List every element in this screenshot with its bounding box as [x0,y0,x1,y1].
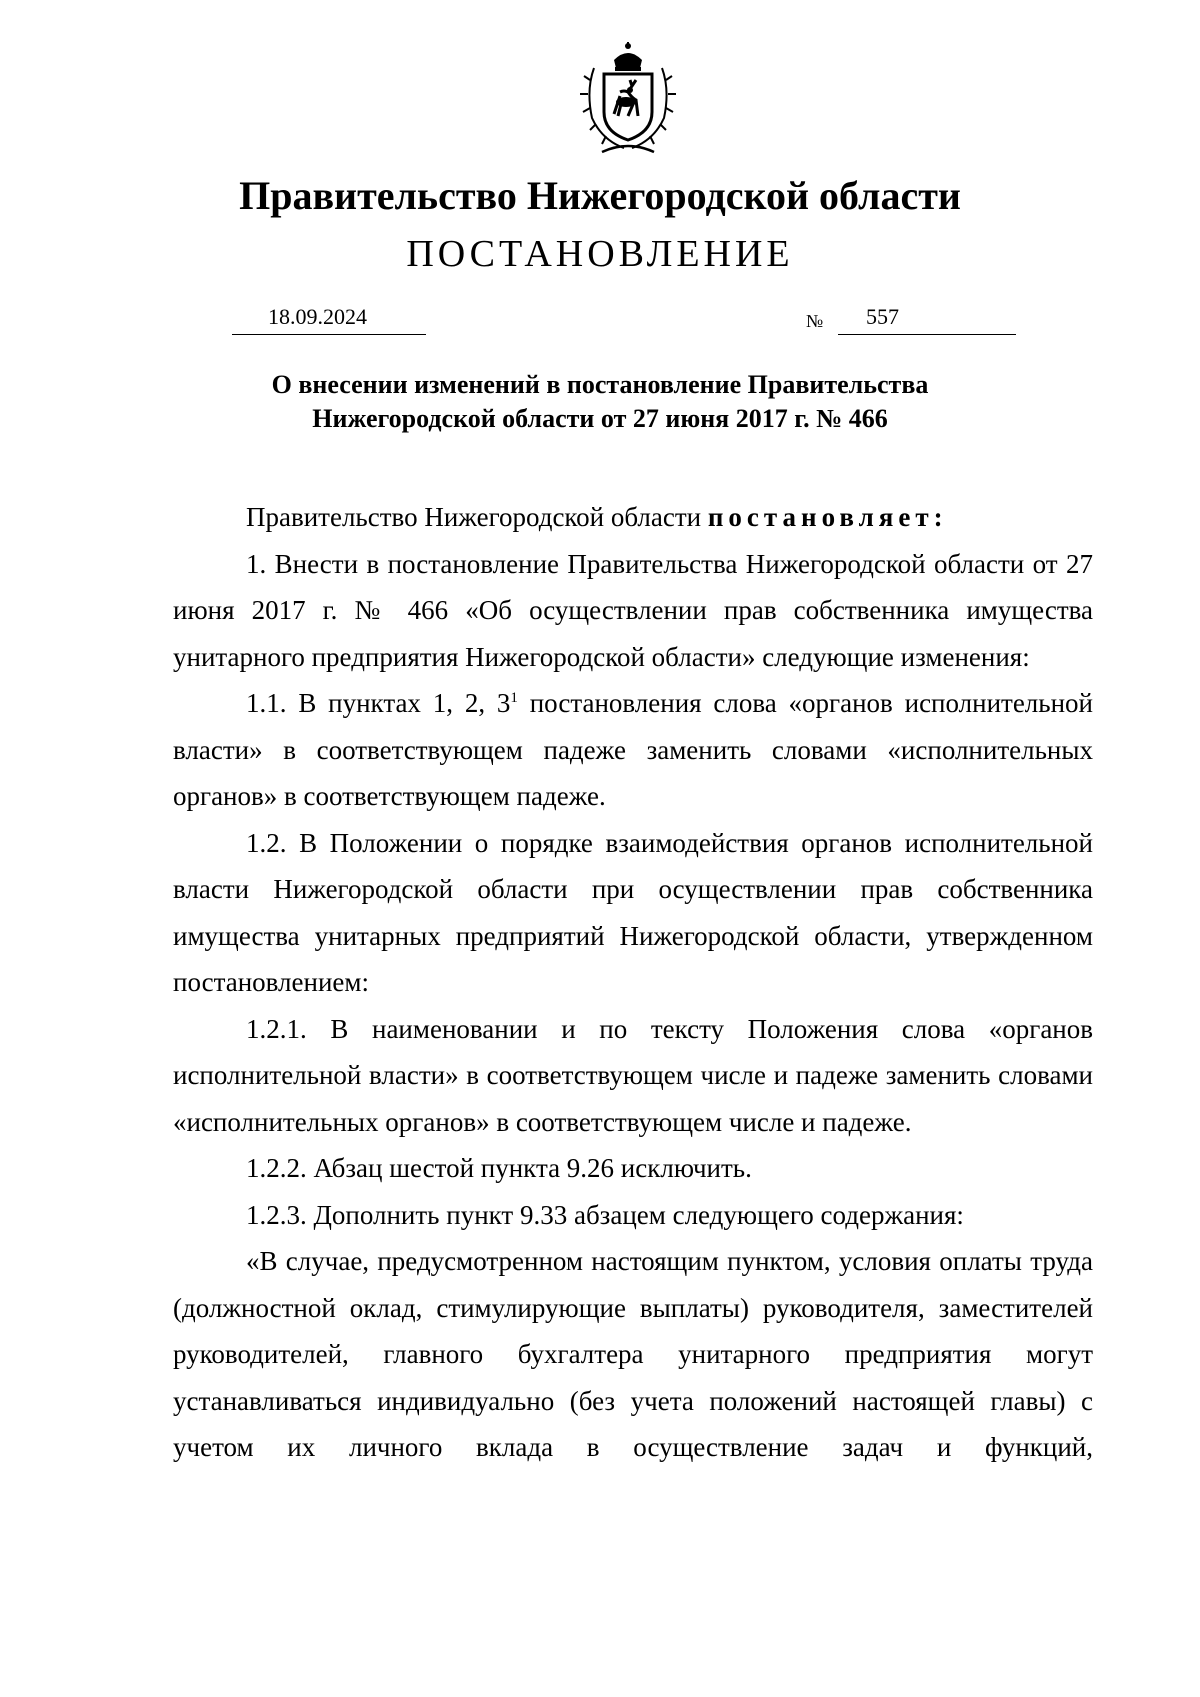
intro-prefix: Правительство Нижегородской области [246,502,708,532]
number-underline [838,302,1016,335]
document-number: 557 [866,304,899,329]
subject-line-2: Нижегородской области от 27 июня 2017 г. № 466 [312,404,888,433]
government-title: Правительство Нижегородской области [239,173,961,218]
document-body [173,494,1093,1471]
paragraph-1-1 [173,680,1093,820]
document-subject [180,368,1020,436]
paragraph-1-2-3: 1.2.3. Дополнить пункт 9.33 абзацем следующего содержания: [246,1199,964,1230]
shield-icon [604,74,652,140]
paragraph-1-2-1: 1.2.1. В наименовании и по тексту Положения слова «органов исполнительной власти» в соответствующем числе и падеже заменить словами «исполнительных органов» в соответствующем числе и падеже. [173,1013,1093,1137]
superscript-mark: 1 [510,690,518,706]
quoted-paragraph: «В случае, предусмотренном настоящим пунктом, условия оплаты труда (должностной оклад, стимулирующие выплаты) руководителя, заместителей руководителей, главного бухгалтера унитарного предприятия могут устанавливаться индивидуально (без учета положений настоящей главы) с учетом их личного вклада в осуществление задач и функций, [173,1246,1093,1462]
coat-of-arms-emblem [572,40,684,158]
paragraph-1-2: 1.2. В Положении о порядке взаимодействия органов исполнительной власти Нижегородской области при осуществлении прав собственника имущества унитарных предприятий Нижегородской области, утвержденном постановлением: [173,827,1093,997]
document-date: 18.09.2024 [268,304,367,329]
intro-decree: постановляет: [707,502,948,532]
paragraph-1-1-start: 1.1. В пунктах 1, 2, 3 [246,688,511,718]
subject-line-1: О внесении изменений в постановление Правительства [271,370,929,399]
paragraph-1: 1. Внести в постановление Правительства Нижегородской области от 27 июня 2017 г. № 466 «Об осуществлении прав собственника имущества унитарного предприятия Нижегородской области» следующие изменения: [173,548,1093,672]
paragraph-1-1-end: постановления слова «органов исполнительной власти» в соответствующем падеже заменить словами «исполнительных органов» в соответствующем падеже. [173,688,1093,811]
document-type: ПОСТАНОВЛЕНИЕ [406,233,794,275]
intro-paragraph [173,494,1093,541]
number-sign: № [806,311,824,331]
crown-icon [614,42,642,71]
paragraph-1-2-2: 1.2.2. Абзац шестой пункта 9.26 исключить. [246,1153,752,1183]
